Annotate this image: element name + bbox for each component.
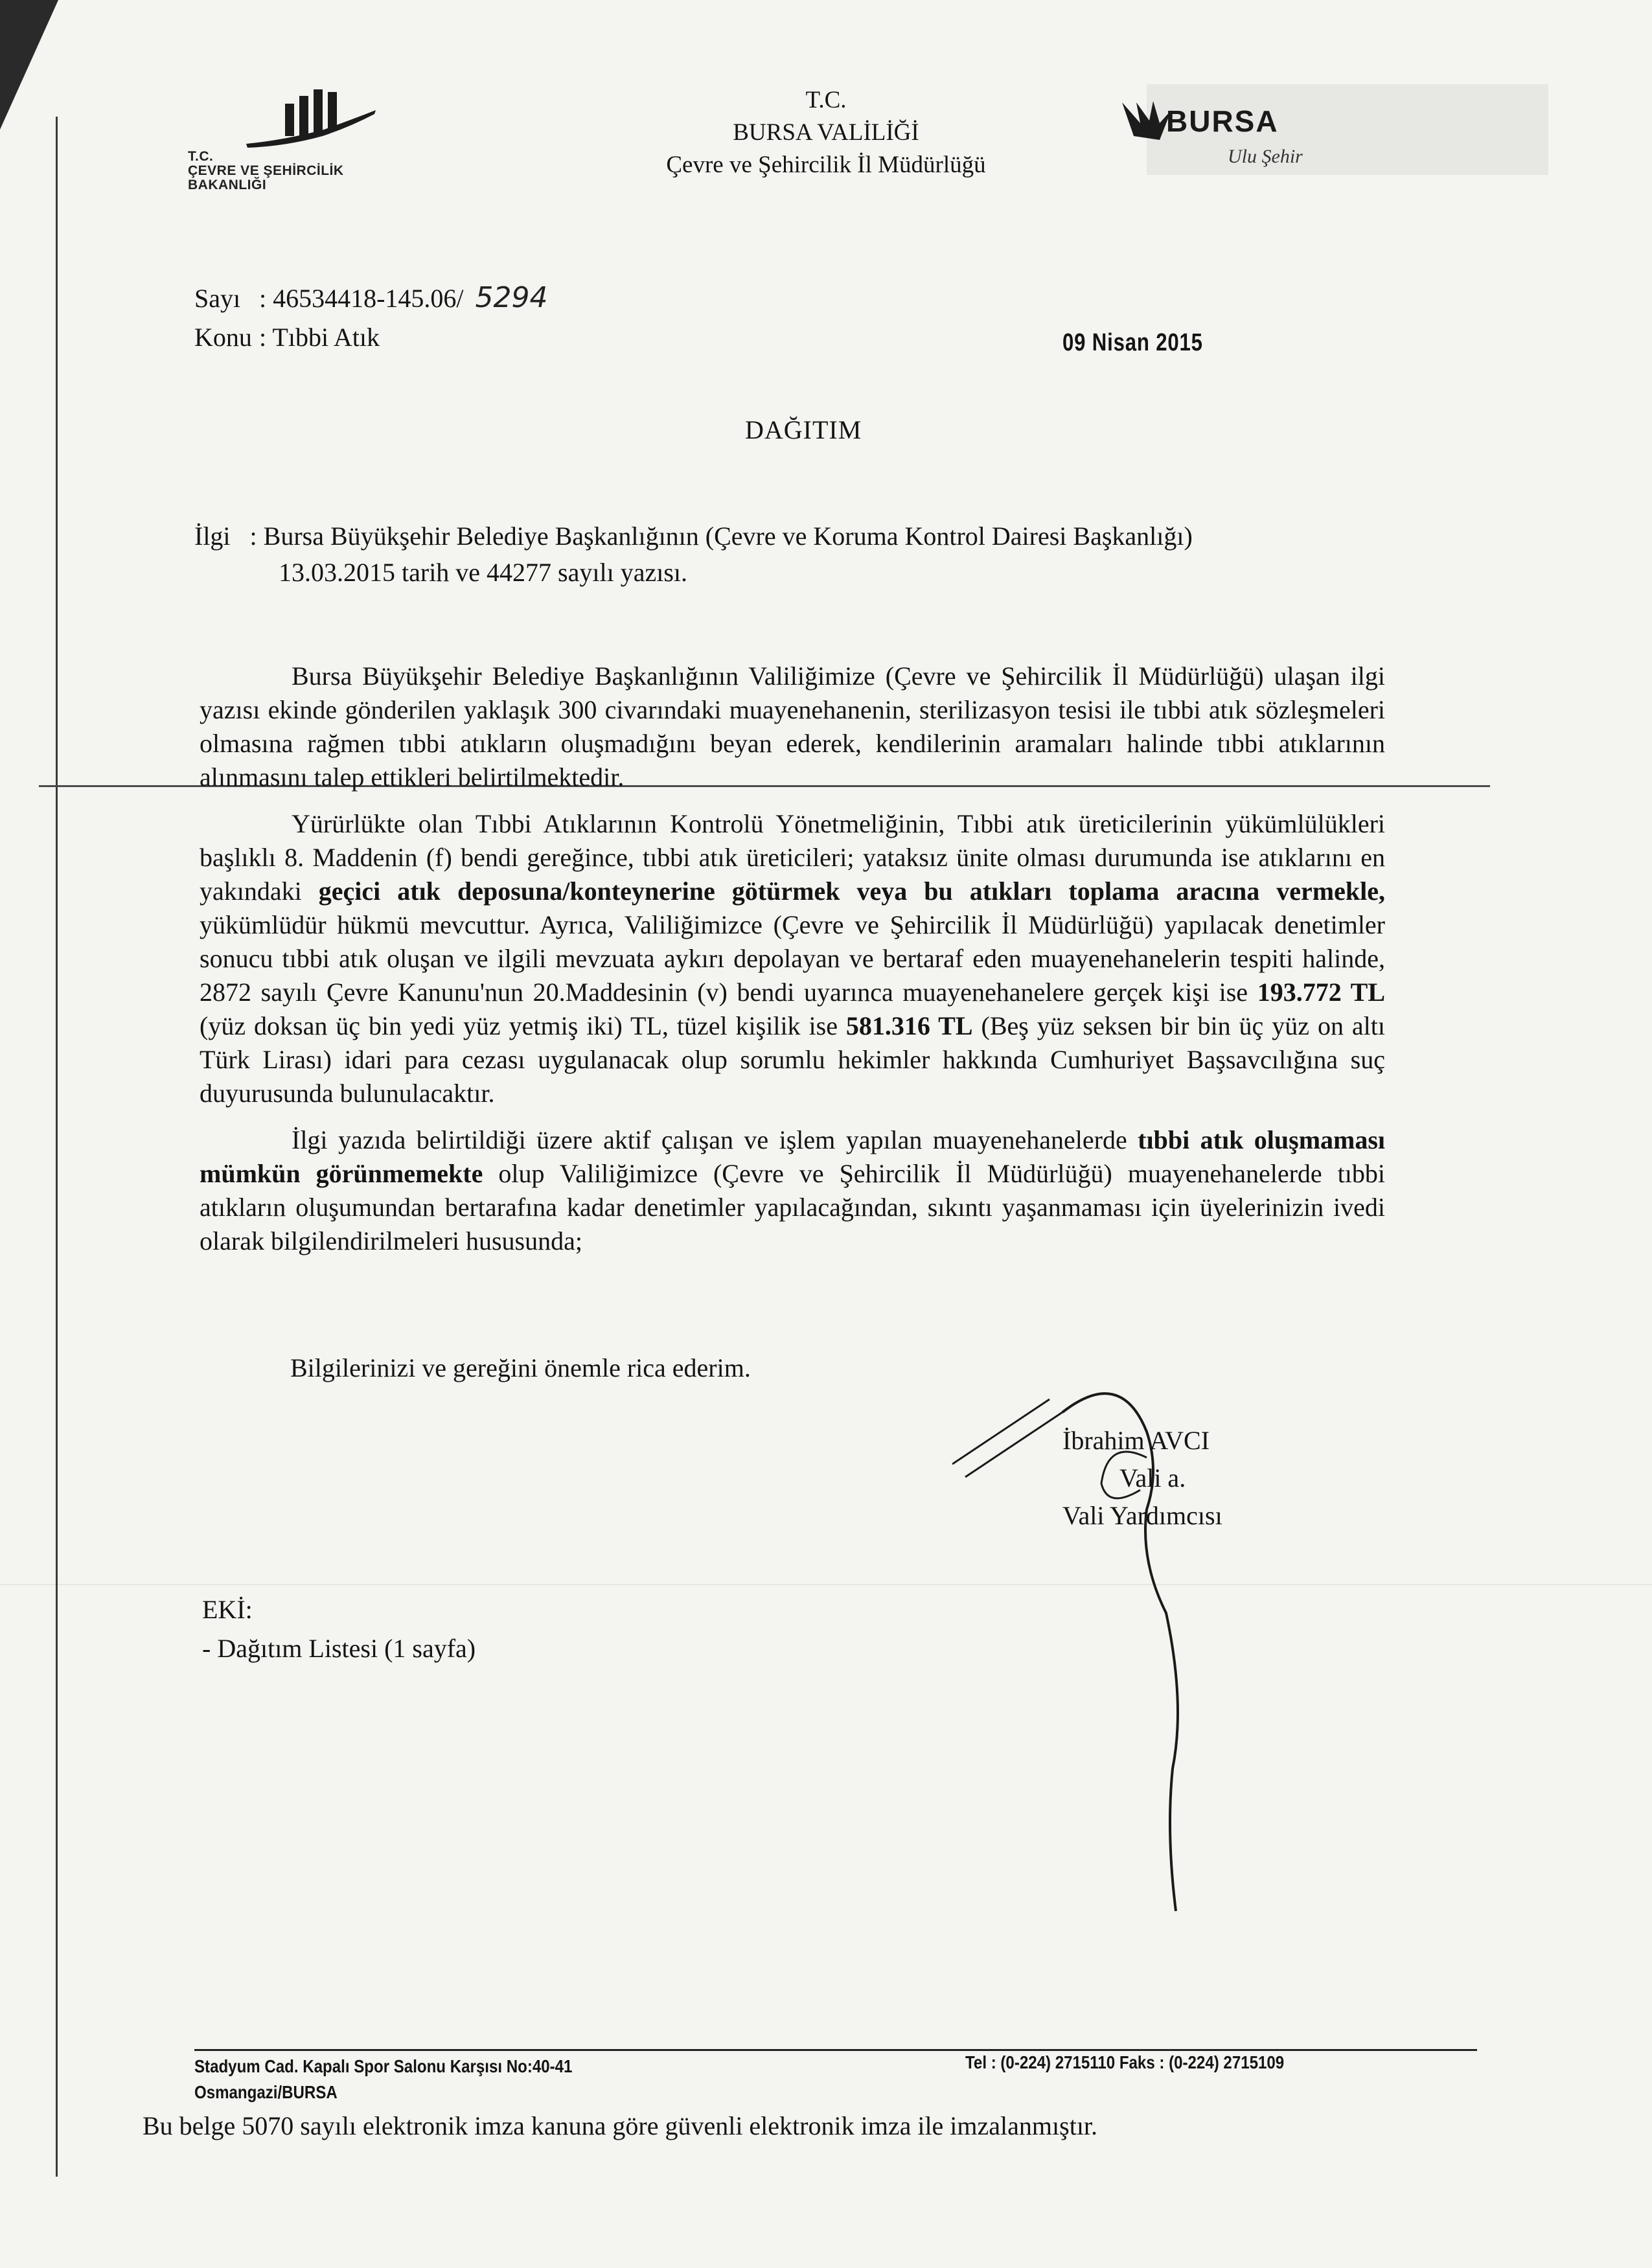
ministry-logo	[188, 78, 402, 207]
document-date-stamp: 09 Nisan 2015	[1062, 329, 1203, 356]
header-tc: T.C.	[805, 87, 847, 113]
footer-address	[194, 2054, 572, 2105]
attachment-item: - Dağıtım Listesi (1 sayfa)	[202, 1634, 476, 1663]
fold-crease	[0, 1584, 1652, 1585]
ministry-name-line1: ÇEVRE VE ŞEHİRCİLİK	[188, 163, 344, 178]
reference-line1: : Bursa Büyükşehir Belediye Başkanlığının (Çevre ve Koruma Kontrol Dairesi Başkanlığı)	[249, 521, 1193, 551]
paragraph-2-text-g: (Beş yüz seksen bir bin üç yüz on altı Türk Lirası) idari para cezası uygulanacak olup sorumlu hekimler hakkında Cumhuriyet Başsavcılığına suç duyurusunda bulunulacaktır.	[200, 1011, 1386, 1108]
paragraph-3-text-c: olup Valiliğimizce (Çevre ve Şehircilik İl Müdürlüğü) muayenehanelerde tıbbi atıkların oluşumundan bertarafına kadar denetimler yapılacağından, sıkıntı yaşanmaması için üyelerinizin ivedi olarak bilgilendirilmeleri hususunda;	[200, 1159, 1385, 1255]
reference-number-value: : 46534418-145.06/	[259, 284, 464, 313]
subject-label: Konu	[194, 323, 252, 352]
header-directorate: Çevre ve Şehircilik İl Müdürlüğü	[666, 152, 986, 178]
letter-body	[200, 659, 1385, 1271]
closing-line: Bilgilerinizi ve gereğini önemle rica ederim.	[290, 1353, 751, 1382]
ministry-tc: T.C.	[188, 149, 214, 164]
electronic-signature-note: Bu belge 5070 sayılı elektronik imza kanuna göre güvenli elektronik imza ile imzalanmıştır.	[143, 2111, 1098, 2140]
paragraph-3-text-a: İlgi yazıda belirtildiği üzere aktif çalışan ve işlem yapılan muayenehanelerde	[292, 1125, 1127, 1154]
signatory-title: Vali Yardımcısı	[1062, 1501, 1222, 1530]
paragraph-3	[200, 1123, 1385, 1258]
reference-section	[194, 518, 1425, 591]
bursa-emblem-icon	[1121, 97, 1173, 143]
ministry-name-line2: BAKANLIĞI	[188, 178, 267, 192]
footer-phone-fax: Tel : (0-224) 2715110 Faks : (0-224) 2715109	[965, 2052, 1285, 2072]
ministry-emblem-icon	[246, 84, 376, 155]
paragraph-2-text-c: yükümlüdür hükmü mevcuttur. Ayrıca, Valiliğimizce (Çevre ve Şehircilik İl Müdürlüğü) yapılacak denetimler sonucu tıbbi atık oluşan ve ilgili mevzuata aykırı depolayan ve bertaraf eden muayenehanelerin tespiti halinde, 2872 sayılı Çevre Kanunu'nun 20.Maddesinin (v) bendi uyarınca muayenehanelere gerçek kişi ise	[200, 910, 1385, 1007]
header-governorship: BURSA VALİLİĞİ	[733, 119, 919, 146]
bursa-logo	[1121, 91, 1309, 181]
reference-number-row	[194, 279, 548, 318]
signature-block	[1062, 1422, 1222, 1535]
left-margin-rule	[56, 117, 58, 2177]
reference-number-label: Sayı	[194, 284, 241, 313]
footer-divider	[194, 2049, 1477, 2051]
subject-row	[194, 318, 548, 357]
signatory-authority: Vali a.	[1119, 1463, 1186, 1493]
attachments-section	[202, 1590, 476, 1668]
fine-legal-entity-amount: 581.316 TL	[845, 1011, 973, 1040]
paragraph-3-bold: tıbbi atık oluşmaması mümkün görünmemekte	[200, 1125, 1386, 1188]
handwritten-reference-number: 5294	[475, 281, 548, 314]
paragraph-2-bold-obligation: geçici atık deposuna/konteynerine götürmek veya bu atıkları toplama aracına vermekle,	[318, 876, 1385, 906]
paragraph-2	[200, 807, 1385, 1110]
reference-line2: 13.03.2015 tarih ve 44277 sayılı yazısı.	[279, 558, 688, 587]
fine-individual-amount: 193.772 TL	[1257, 978, 1386, 1007]
footer-address-line1: Stadyum Cad. Kapalı Spor Salonu Karşısı No:40-41	[194, 2056, 573, 2076]
paragraph-2-text-e: (yüz doksan üç bin yedi yüz yetmiş iki) TL, tüzel kişilik ise	[200, 1011, 838, 1040]
footer-address-line2: Osmangazi/BURSA	[194, 2082, 338, 2102]
attachments-label: EKİ:	[202, 1595, 253, 1624]
bursa-logo-script: Ulu Şehir	[1228, 146, 1303, 167]
document-title: DAĞITIM	[745, 415, 862, 444]
paragraph-2-text-a: Yürürlükte olan Tıbbi Atıklarının Kontrolü Yönetmeliğinin, Tıbbi atık üreticilerinin yükümlülükleri başlıklı 8. Maddenin (f) bendi gereğince, tıbbi atık üreticileri; yataksız ünite olması durumunda ise atıklarını en yakındaki	[200, 809, 1385, 906]
paragraph-1: Bursa Büyükşehir Belediye Başkanlığının Valiliğimize (Çevre ve Şehircilik İl Müdürlüğü) ulaşan ilgi yazısı ekinde gönderilen yaklaşık 300 civarındaki muayenehanenin, sterilizasyon tesisi ile tıbbi atık sözleşmeleri olmasına rağmen tıbbi atıkların oluşmadığını beyan ederek, kendilerinin aramaları halinde tıbbi atıklarının alınmasını talep ettikleri belirtilmektedir.	[200, 661, 1385, 792]
letterhead	[583, 84, 1069, 181]
subject-value: : Tıbbi Atık	[259, 323, 380, 352]
document-meta	[194, 279, 548, 357]
signatory-name: İbrahim AVCI	[1062, 1426, 1210, 1455]
folded-corner	[0, 0, 58, 130]
bursa-logo-text: BURSA	[1166, 104, 1279, 138]
reference-label: İlgi	[194, 521, 231, 551]
